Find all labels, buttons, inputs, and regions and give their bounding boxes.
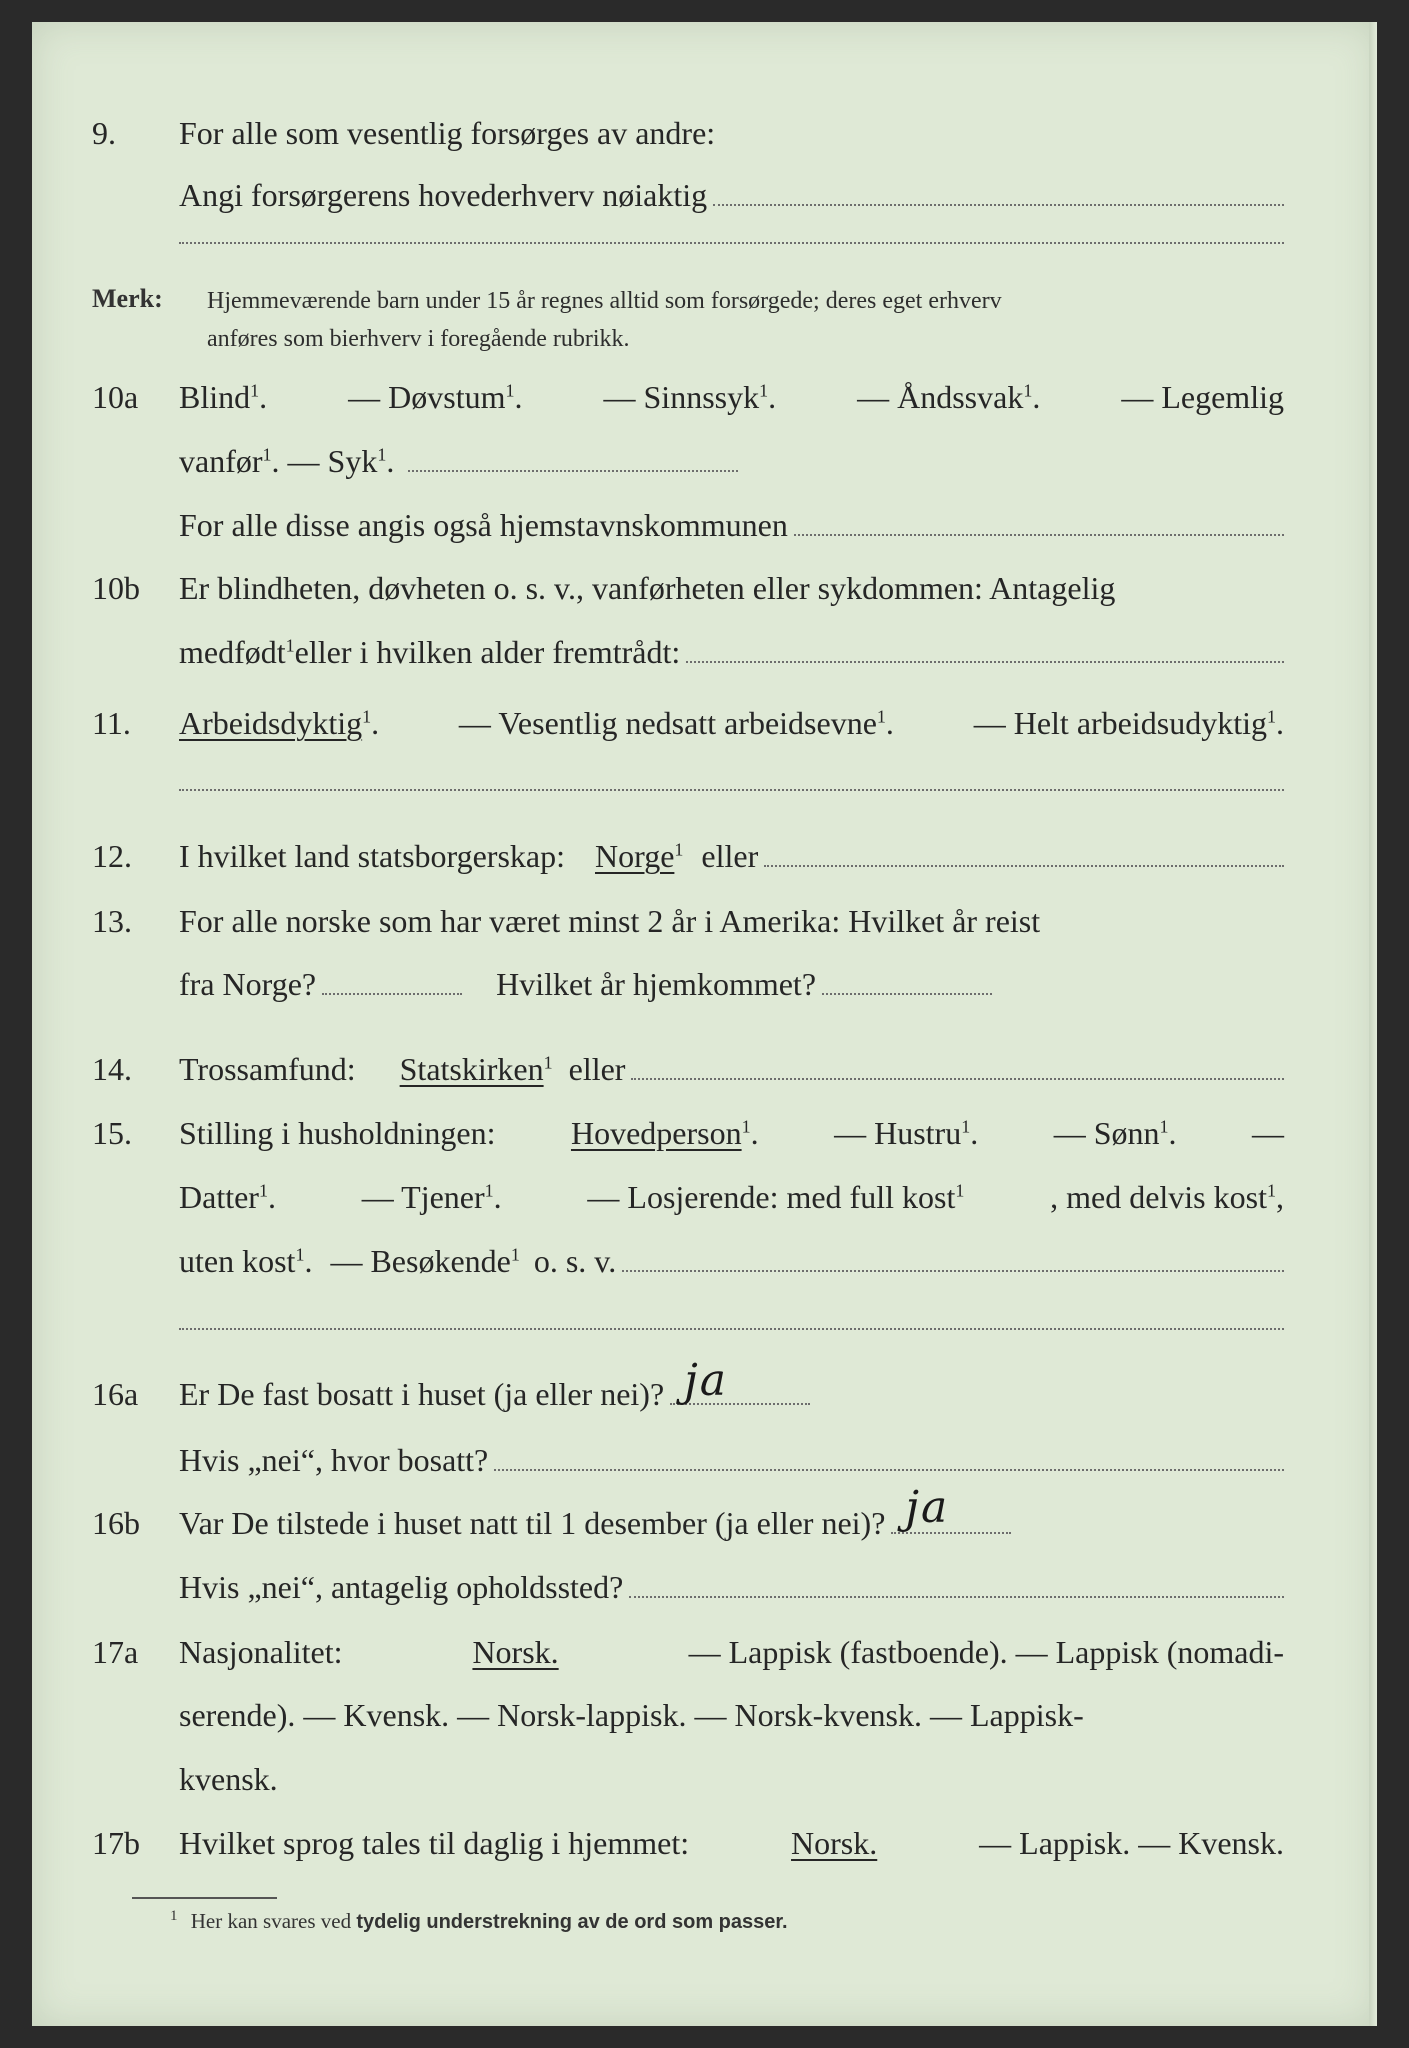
question-number: 13. [92, 903, 132, 939]
option-norge-selected[interactable]: Norge$^1$ [595, 838, 684, 874]
option-sinnssyk: — Sinnssyk$^1$. [603, 379, 777, 415]
question-17b [32, 1823, 1377, 1863]
option-vanfor: vanfør$^1$. [179, 443, 280, 479]
question-number: 17a [92, 1634, 139, 1670]
question-text: Hvis „nei“, antagelig opholdssted? [179, 1569, 624, 1605]
question-17a-line-3 [32, 1759, 1377, 1799]
question-number: 17b [92, 1825, 140, 1861]
answer-field-extra-line[interactable] [179, 1328, 1284, 1330]
options-text: — Lappisk (fastboende). — Lappisk (nomadi- [688, 1634, 1284, 1670]
question-text: Stilling i husholdningen: [179, 1115, 496, 1151]
option-syk: — Syk$^1$. [287, 443, 395, 479]
option-medfodt: medfødt$^1$ [179, 634, 295, 670]
question-10b-line-2 [32, 632, 1377, 672]
year-left-field[interactable] [322, 967, 462, 995]
question-number: 10a [92, 379, 139, 415]
note-line-2: anføres som bierhverv i foregående rubrikk. [207, 326, 630, 352]
question-17a [32, 1632, 1377, 1672]
question-15-line-3 [32, 1241, 1377, 1281]
option-udyktig[interactable]: — Helt arbeidsudyktig$^1$. [973, 705, 1284, 741]
census-form-page [32, 22, 1377, 2026]
question-number: 9. [92, 115, 116, 151]
footnote [170, 1908, 788, 1934]
religion-field[interactable] [631, 1052, 1284, 1080]
question-16b [32, 1482, 1377, 1543]
question-14 [32, 1049, 1377, 1089]
note-label: Merk: [92, 284, 163, 313]
question-number: 14. [92, 1051, 132, 1087]
handwritten-answer: ja [684, 1355, 729, 1406]
footnote-mark: 1 [170, 1908, 178, 1924]
note-text [207, 282, 1284, 358]
question-text: o. s. v. [533, 1243, 617, 1279]
question-16a-line-2 [32, 1440, 1377, 1480]
question-10a-line-2 [32, 441, 1377, 481]
option-arbeidsdyktig-selected[interactable]: Arbeidsdyktig$^1$. [179, 705, 380, 741]
question-10a-line-3 [32, 505, 1377, 545]
option-hovedperson-selected[interactable]: Hovedperson$^1$. [570, 1115, 759, 1151]
question-number: 11. [92, 705, 131, 741]
present-answer-field[interactable] [891, 1482, 1011, 1534]
handwritten-answer: ja [905, 1482, 950, 1533]
question-text: Angi forsørgerens hovederhverv nøiaktig [179, 177, 708, 213]
question-text: Hvilket sprog tales til daglig i hjemmet: [179, 1825, 690, 1861]
question-number: 16b [92, 1505, 140, 1541]
answer-field[interactable] [686, 635, 1284, 663]
country-field[interactable] [764, 839, 1284, 867]
question-11 [32, 703, 1377, 743]
answer-field-extra-line[interactable] [179, 789, 1284, 791]
option-other: eller [701, 838, 759, 874]
option-datter[interactable]: Datter$^1$. [179, 1179, 276, 1215]
option-norsk-selected[interactable]: Norsk. [472, 1634, 559, 1670]
question-17a-line-2 [32, 1695, 1377, 1735]
question-13 [32, 901, 1377, 941]
option-andssvak: — Åndssvak$^1$. [857, 379, 1041, 415]
question-text: Trossamfund: [179, 1051, 356, 1087]
option-hustru[interactable]: — Hustru$^1$. [834, 1115, 979, 1151]
option-legemlig: — Legemlig [1121, 379, 1284, 415]
options-text: serende). — Kvensk. — Norsk-lappisk. — Norsk-kvensk. — Lappisk- [179, 1697, 1084, 1733]
option-tjener[interactable]: — Tjener$^1$. [361, 1179, 502, 1215]
question-text: Er De fast bosatt i huset (ja eller nei)? [179, 1376, 665, 1412]
question-text: For alle disse angis også hjemstavnskommunen [179, 507, 788, 543]
question-text: Nasjonalitet: [179, 1634, 343, 1670]
whereabouts-field[interactable] [629, 1570, 1284, 1598]
year-returned-field[interactable] [822, 967, 992, 995]
option-besokende[interactable]: — Besøkende$^1$ [330, 1243, 520, 1279]
question-number: 16a [92, 1376, 139, 1412]
question-text: Er blindheten, døvheten o. s. v., vanførheten eller sykdommen: Antagelig [179, 570, 1116, 606]
question-number: 12. [92, 838, 132, 874]
option-norsk-selected[interactable]: Norsk. [791, 1825, 878, 1861]
dash: — [1252, 1115, 1284, 1151]
note-line-1: Hjemmeværende barn under 15 år regnes alltid som forsørgede; deres eget erhverv [207, 288, 1002, 314]
question-text: For alle som vesentlig forsørges av andre: [179, 115, 716, 151]
question-10b [32, 568, 1377, 608]
option-full-kost[interactable]: — Losjerende: med full kost$^1$ [587, 1179, 965, 1215]
option-delvis-kost[interactable]: , med delvis kost$^1$, [1050, 1179, 1284, 1215]
question-text: Hvis „nei“, hvor bosatt? [179, 1442, 489, 1478]
question-text: For alle norske som har været minst 2 år i Amerika: Hvilket år reist [179, 903, 1041, 939]
answer-field[interactable] [408, 444, 738, 472]
resident-answer-field[interactable] [670, 1355, 810, 1406]
answer-field-extra-line[interactable] [179, 242, 1284, 244]
options-text: — Lappisk. — Kvensk. [979, 1825, 1284, 1861]
question-text: I hvilket land statsborgerskap: [179, 838, 565, 874]
question-16a [32, 1355, 1377, 1414]
options-text: kvensk. [179, 1761, 278, 1797]
question-13-line-2 [32, 964, 1377, 1004]
option-uten-kost[interactable]: uten kost$^1$. [179, 1243, 313, 1279]
hometown-field[interactable] [794, 508, 1284, 536]
question-text: fra Norge? [179, 966, 317, 1002]
footnote-text-2: tydelig understrekning av de ord som passer. [356, 1911, 788, 1933]
question-9-line-2 [32, 175, 1377, 215]
option-other: eller [568, 1051, 626, 1087]
option-statskirken-selected[interactable]: Statskirken$^1$ [399, 1051, 553, 1087]
question-12 [32, 836, 1377, 876]
question-text: Var De tilstede i huset natt til 1 desember (ja eller nei)? [179, 1505, 886, 1541]
answer-field[interactable] [713, 178, 1284, 206]
question-number: 15. [92, 1115, 132, 1151]
option-sonn[interactable]: — Sønn$^1$. [1053, 1115, 1177, 1151]
question-10a [32, 377, 1377, 417]
residence-field[interactable] [494, 1443, 1284, 1471]
question-15 [32, 1113, 1377, 1153]
question-9 [32, 113, 1377, 153]
footnote-rule [132, 1897, 277, 1899]
question-15-line-2 [32, 1177, 1377, 1217]
household-role-field[interactable] [622, 1244, 1284, 1272]
question-number: 10b [92, 570, 140, 606]
question-text: Hvilket år hjemkommet? [496, 966, 817, 1002]
option-blind: Blind$^1$. [179, 379, 268, 415]
option-dovstum: — Døvstum$^1$. [348, 379, 523, 415]
question-text: eller i hvilken alder fremtrådt: [294, 634, 681, 670]
option-nedsatt[interactable]: — Vesentlig nedsatt arbeidsevne$^1$. [458, 705, 894, 741]
question-16b-line-2 [32, 1567, 1377, 1607]
footnote-text-1: Her kan svares ved [190, 1909, 352, 1933]
